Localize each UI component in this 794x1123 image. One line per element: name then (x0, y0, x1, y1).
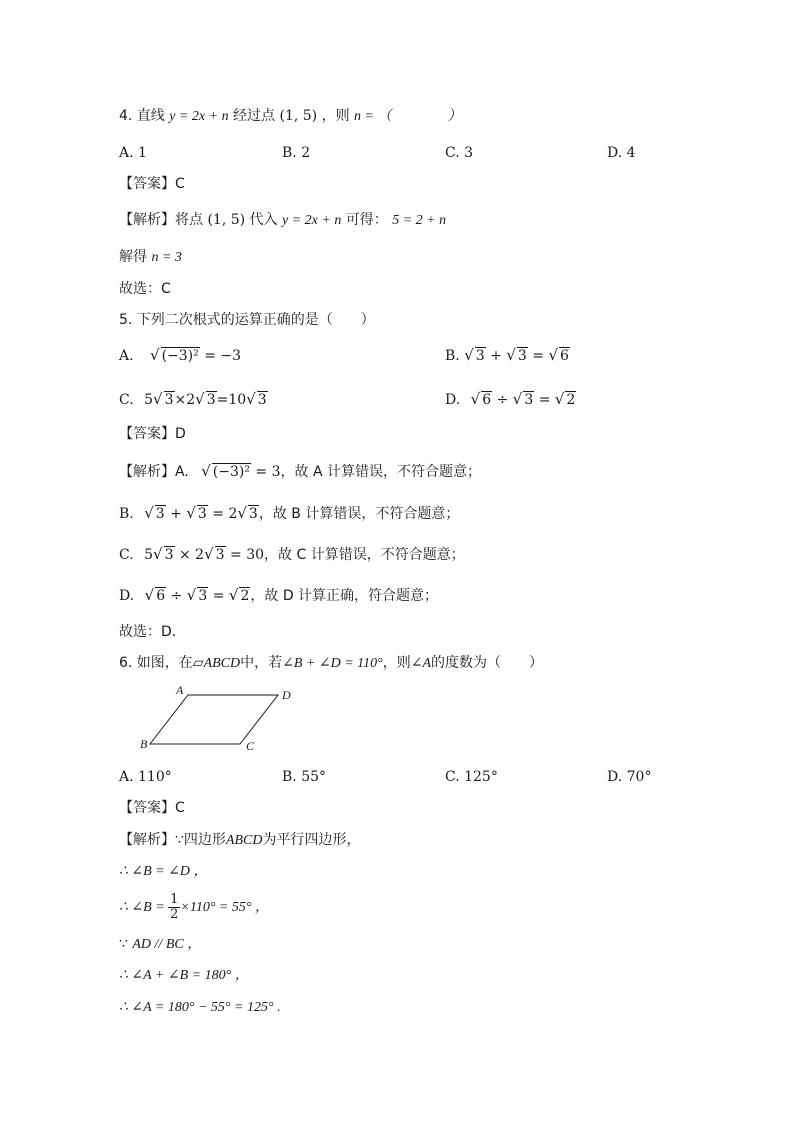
q5-analysis-b (119, 503, 459, 524)
q5-analysis-c (119, 544, 465, 565)
q5-analysis-d-r1: 6 (156, 588, 166, 604)
q4-stem-point: (1, 5) (279, 108, 318, 124)
fraction-one-half (168, 893, 180, 922)
q6-analysis-label: 【解析】 (119, 832, 175, 848)
q5-option-d-div: ÷ (492, 392, 513, 408)
q6-step-5: ∴ ∠A + ∠B = 180° ， (119, 968, 249, 983)
radical-icon: √ (201, 462, 211, 480)
vertex-label-b: B (140, 737, 148, 751)
q5-analysis-d-note: ，故 D 计算正确，符合题意； (250, 588, 439, 604)
q5-option-a-rest: = −3 (199, 348, 242, 364)
q6-step-4 (119, 934, 201, 955)
q5-option-b (445, 345, 570, 366)
q5-analysis-d-label: D. (119, 588, 135, 604)
radical-icon: √ (186, 586, 197, 604)
q4-option-a: A. 1 (119, 145, 147, 161)
radical-icon: √ (464, 346, 474, 364)
vertex-label-d: D (282, 688, 291, 702)
q4-analysis-eq: 5 = 2 + n (392, 213, 447, 228)
q6-option-c: C. 125° (445, 769, 498, 785)
q5-option-c-r3: 3 (257, 392, 267, 408)
radical-icon: √ (554, 390, 565, 408)
q5-option-c-coef: 5 (144, 392, 154, 408)
radical-icon: √ (153, 545, 163, 563)
q4-analysis-text-3: 可得： (345, 212, 388, 228)
q5-option-a-label: A. (119, 348, 134, 364)
vertex-label-c: C (246, 739, 255, 753)
q4-analysis-line: y = 2x + n (282, 213, 342, 228)
q4-analysis-point: (1, 5) (207, 212, 246, 228)
radical-icon: √ (144, 586, 155, 604)
since-icon: ∵ (119, 936, 128, 952)
q5-option-b-r1: 3 (475, 348, 485, 364)
radical-icon: √ (237, 504, 247, 522)
q6-stem-mid: 中，若 (240, 655, 283, 671)
q6-stem-eq: ∠B + ∠D = 110° (282, 656, 383, 671)
q5-analysis-b-r3: 3 (248, 506, 258, 522)
q5-analysis-d-div: ÷ (166, 588, 187, 604)
q5-analysis-c-r1: 3 (164, 547, 174, 563)
q6-step-3-pre: ∴ ∠B = (119, 900, 169, 915)
q5-option-d-r2: 3 (524, 392, 534, 408)
q5-analysis-a-rest: = 3 (250, 464, 281, 480)
q4-analysis-label: 【解析】 (119, 212, 175, 228)
q4-stem (119, 106, 462, 127)
q5-option-d-label: D. (445, 392, 461, 408)
q5-analysis-d-r2: 3 (198, 588, 208, 604)
q5-analysis-d-eq: = (208, 588, 229, 604)
q5-option-c-times: ×2 (174, 392, 196, 408)
q5-analysis-c-r2: 3 (215, 547, 225, 563)
radical-icon: √ (150, 346, 160, 364)
q6-option-a: A. 110° (119, 769, 172, 785)
q4-option-b: B. 2 (282, 145, 311, 161)
q5-analysis-d-r3: 2 (240, 588, 250, 604)
q5-option-d-r1: 6 (482, 392, 492, 408)
q5-option-c-label: C. (119, 392, 134, 408)
q4-solve-label: 解得 (119, 249, 147, 265)
q6-stem-shape: ▱ABCD (192, 656, 241, 671)
q4-stem-tail: ，则 (321, 108, 350, 124)
q5-stem: 5. 下列二次根式的运算正确的是（ ） (119, 312, 375, 328)
parallelogram-figure (130, 680, 310, 755)
q5-option-b-r2: 3 (517, 348, 527, 364)
q5-analysis-b-note: ，故 B 计算错误，不符合题意； (258, 506, 460, 522)
radical-icon: √ (153, 390, 163, 408)
q5-analysis-b-plus: + (165, 506, 187, 522)
q5-option-b-r3: 6 (560, 348, 569, 364)
q5-analysis-b-r2: 3 (197, 506, 207, 522)
q6-analysis-1 (119, 830, 360, 851)
q5-option-a (119, 345, 241, 366)
q5-conclusion: 故选：D． (119, 624, 186, 640)
q6-stem-angle: ∠A (410, 656, 432, 671)
q5-analysis-a (119, 461, 481, 482)
q5-analysis-b-eq: = 2 (207, 506, 238, 522)
q4-stem-line: y = 2x + n (169, 109, 229, 124)
q5-option-c-r2: 3 (206, 392, 216, 408)
q5-option-c (119, 389, 268, 410)
radical-icon: √ (506, 346, 516, 364)
q4-stem-n: n = （ ） (354, 109, 462, 124)
q6-stem-tail: ，则 (382, 655, 411, 671)
q6-step-4-text: AD // BC ， (132, 937, 202, 952)
q4-solve-eq: n = 3 (151, 250, 182, 265)
q6-option-d: D. 70° (607, 769, 652, 785)
q5-option-b-plus: + (485, 348, 507, 364)
q6-step-6: ∴ ∠A = 180° − 55° = 125° . (119, 1000, 281, 1015)
q5-option-c-r1: 3 (164, 392, 174, 408)
q5-analysis-label: 【解析】A. (119, 464, 189, 480)
q5-option-d-r3: 2 (566, 392, 576, 408)
q6-analysis-1b: ABCD (225, 833, 263, 848)
q5-analysis-c-eq: = 30 (225, 547, 265, 563)
q5-option-b-eq: = (527, 348, 549, 364)
q5-analysis-a-rad: (−3)² (212, 464, 250, 480)
q6-analysis-1c: 为平行四边形， (262, 832, 361, 848)
radical-icon: √ (512, 390, 523, 408)
radical-icon: √ (195, 390, 205, 408)
q4-stem-prefix: 4. 直线 (119, 108, 165, 124)
q4-analysis-text-1: 将点 (175, 212, 203, 228)
radical-icon: √ (204, 545, 214, 563)
q5-analysis-c-coef: 5 (144, 547, 154, 563)
q4-option-d: D. 4 (607, 145, 636, 161)
q5-analysis-c-label: C. (119, 547, 134, 563)
q6-option-b: B. 55° (282, 769, 327, 785)
q6-stem (119, 653, 543, 674)
q5-analysis-a-note: ，故 A 计算错误，不符合题意； (280, 464, 482, 480)
q5-option-a-rad: (−3)² (161, 348, 199, 364)
q4-option-c: C. 3 (445, 145, 474, 161)
q5-option-d-eq: = (534, 392, 555, 408)
q4-solve (119, 247, 182, 268)
q5-analysis-c-note: ，故 C 计算错误，不符合题意； (264, 547, 465, 563)
vertex-label-a: A (176, 683, 184, 697)
q6-stem-end: 的度数为（ ） (431, 655, 544, 671)
q5-analysis-d (119, 585, 438, 606)
radical-icon: √ (144, 504, 154, 522)
q5-option-c-eq: =10 (216, 392, 247, 408)
fraction-denominator: 2 (170, 906, 179, 922)
q6-step-3-post: ×110° = 55° ， (180, 900, 269, 915)
q5-analysis-b-r1: 3 (155, 506, 165, 522)
q5-answer: 【答案】D (119, 426, 186, 442)
radical-icon: √ (470, 390, 481, 408)
q4-answer: 【答案】C (119, 176, 185, 192)
q6-stem-prefix: 6. 如图，在 (119, 655, 193, 671)
radical-icon: √ (246, 390, 256, 408)
q6-answer: 【答案】C (119, 800, 185, 816)
q5-analysis-b-label: B. (119, 506, 134, 522)
q6-analysis-1a: 四边形 (183, 832, 226, 848)
q6-step-2: ∴ ∠B = ∠D ， (119, 864, 208, 879)
radical-icon: √ (548, 346, 559, 364)
since-icon: ∵ (175, 832, 184, 848)
q5-option-b-label: B. (445, 348, 460, 364)
q4-stem-mid: 经过点 (233, 108, 276, 124)
fraction-numerator: 1 (170, 891, 179, 907)
q5-analysis-c-times: × 2 (174, 547, 205, 563)
q4-analysis (119, 210, 446, 231)
radical-icon: √ (186, 504, 196, 522)
q4-analysis-text-2: 代入 (249, 212, 278, 228)
q5-option-d (445, 389, 576, 410)
radical-icon: √ (228, 586, 239, 604)
parallelogram-shape (150, 695, 278, 744)
q6-step-3 (119, 890, 269, 925)
q4-conclusion: 故选：C (119, 281, 171, 297)
